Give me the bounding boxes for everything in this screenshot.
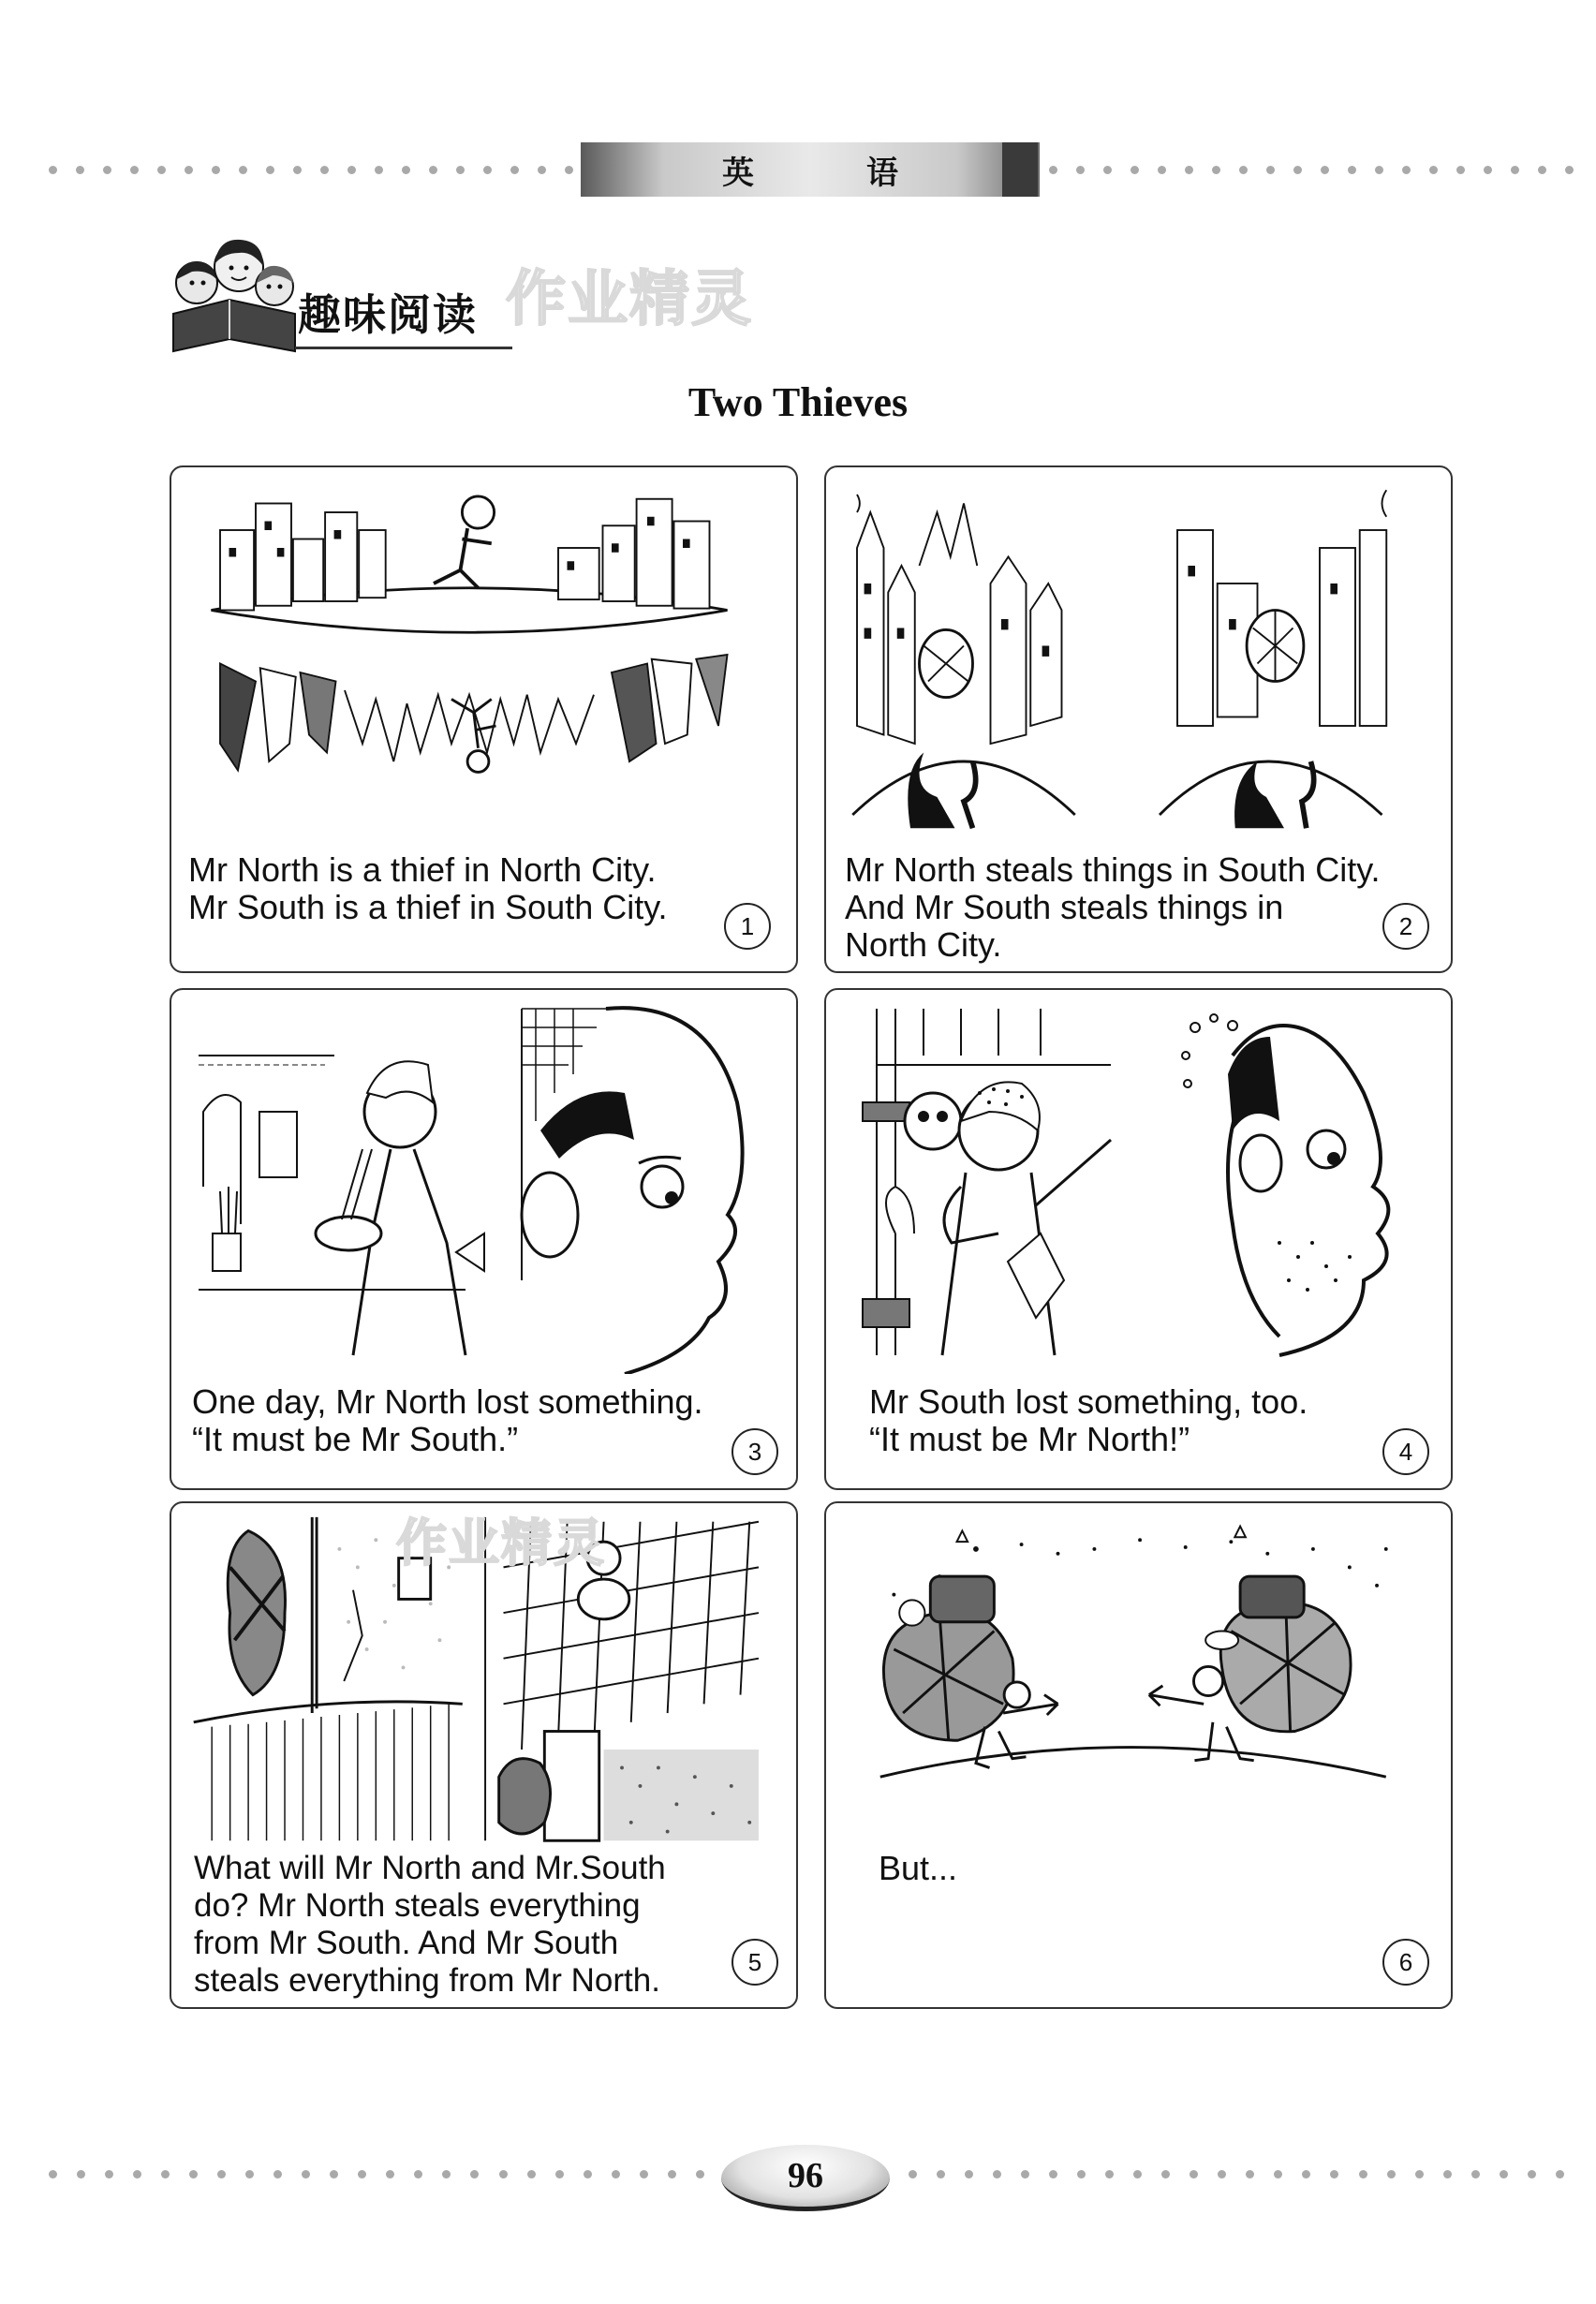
panel-1-caption — [188, 851, 668, 926]
page-number: 96 — [788, 2156, 823, 2195]
panel-4-number-badge: 4 — [1382, 1428, 1429, 1475]
watermark-panel: 作业精灵 — [396, 1514, 606, 1573]
panel-1-number-badge: 1 — [724, 903, 771, 950]
panel-2-caption — [845, 851, 1381, 964]
panel-3-illustration — [185, 999, 784, 1374]
panel-6-illustration — [839, 1513, 1423, 1850]
panel-4-caption — [869, 1383, 1308, 1458]
comic-panel-4 — [824, 988, 1453, 1490]
footer-dots-left — [49, 2168, 704, 2179]
reading-kids-icon — [164, 225, 304, 356]
panel-3-number-badge: 3 — [732, 1428, 778, 1475]
section-underline — [295, 347, 512, 349]
panel-2-line-1: Mr North steals things in South City. — [845, 850, 1381, 889]
panel-3-line-2: “It must be Mr South.” — [192, 1420, 519, 1458]
panel-3-caption — [192, 1383, 703, 1458]
subject-char-2: 语 — [866, 154, 898, 192]
panel-4-line-2: “It must be Mr North!” — [869, 1420, 1190, 1458]
panel-1-line-2: Mr South is a thief in South City. — [188, 888, 668, 926]
section-title: 趣味阅读 — [298, 289, 478, 340]
subject-char-1: 英 — [722, 154, 754, 192]
page-number-badge — [721, 2145, 890, 2211]
panel-5-number-badge: 5 — [732, 1939, 778, 1986]
panel-2-line-3: North City. — [845, 925, 1002, 964]
panel-1-line-1: Mr North is a thief in North City. — [188, 850, 657, 889]
header-dots-left — [49, 164, 573, 175]
header-band-right-cap — [1002, 142, 1038, 197]
panel-5-line-2: do? Mr North steals everything — [194, 1887, 641, 1924]
panel-5-line-4: steals everything from Mr North. — [194, 1962, 660, 1999]
panel-2-number-badge: 2 — [1382, 903, 1429, 950]
panel-4-line-1: Mr South lost something, too. — [869, 1382, 1308, 1421]
panel-5-line-1: What will Mr North and Mr.South — [194, 1850, 666, 1886]
footer-dots-right — [909, 2168, 1564, 2179]
panel-6-caption — [879, 1850, 957, 1887]
panel-6-number-badge: 6 — [1382, 1939, 1429, 1986]
panel-4-illustration — [839, 999, 1439, 1374]
panel-2-illustration — [839, 477, 1409, 833]
panel-2-line-2: And Mr South steals things in — [845, 888, 1284, 926]
header-dots-right — [1049, 164, 1574, 175]
comic-panel-5 — [170, 1501, 798, 2009]
panel-1-illustration — [185, 477, 754, 833]
panel-5-caption — [194, 1850, 666, 2000]
story-title: Two Thieves — [687, 379, 909, 425]
comic-panel-3 — [170, 988, 798, 1490]
comic-panel-2 — [824, 465, 1453, 973]
panel-6-line-1: But... — [879, 1849, 958, 1887]
comic-panel-1 — [170, 465, 798, 973]
comic-panel-6 — [824, 1501, 1453, 2009]
subject-banner — [581, 142, 1040, 197]
panel-5-line-3: from Mr South. And Mr South — [194, 1925, 619, 1961]
panel-3-line-1: One day, Mr North lost something. — [192, 1382, 703, 1421]
watermark-top: 作业精灵 — [506, 265, 753, 334]
